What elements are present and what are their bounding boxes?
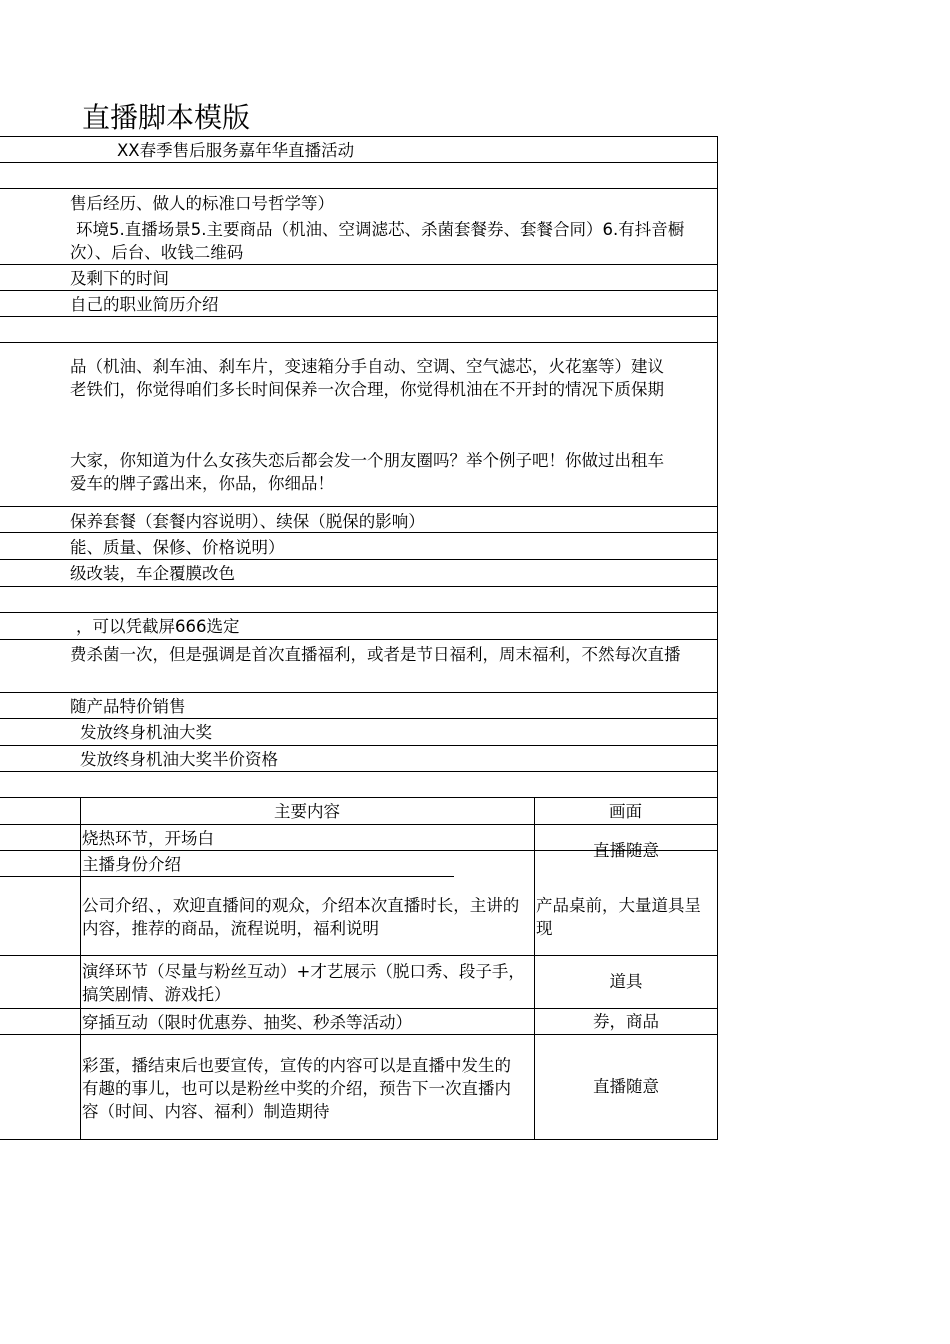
grid-line [0, 506, 718, 507]
schedule-row-content: 公司介绍、，欢迎直播间的观众，介绍本次直播时长，主讲的内容，推荐的商品，流程说明，福利说明 [82, 896, 520, 938]
column-header-screen: 画面 [609, 802, 642, 821]
grid-line [717, 136, 718, 1140]
grid-line [0, 162, 718, 163]
oil-prize-text: 发放终身机油大奖 [80, 723, 212, 742]
grid-line [0, 745, 718, 746]
screenshot-text: ，可以凭截屏666选定 [76, 617, 240, 636]
screen-cell: 直播随意 [593, 1077, 659, 1096]
screen-cell: 券，商品 [593, 1011, 659, 1031]
time-left-text: 及剩下的时间 [70, 269, 169, 288]
schedule-row-content: 主播身份介绍 [82, 855, 181, 874]
schedule-row-content: 演绎环节（尽量与粉丝互动）+才艺展示（脱口秀、段子手，搞笑剧情、游戏托） [82, 962, 525, 1004]
grid-line [0, 586, 718, 587]
special-price-text: 随产品特价销售 [70, 697, 186, 716]
grid-line [0, 559, 718, 560]
schedule-row-content: 彩蛋，播结束后也要宣传，宣传的内容可以是直播中发生的有趣的事儿，也可以是粉丝中奖的介绍，预告下一次直播内容（时间、内容、福利）制造期待 [82, 1056, 511, 1121]
grid-line [0, 876, 454, 877]
grid-line [80, 797, 81, 1140]
grid-line [0, 692, 718, 693]
grid-line [0, 718, 718, 719]
career-intro-text: 自己的职业简历介绍 [70, 295, 219, 314]
grid-line [0, 316, 718, 317]
schedule-row-content: 穿插互动（限时优惠券、抽奖、秒杀等活动） [82, 1013, 412, 1032]
prep-text-line2: 次）、后台、收钱二维码 [70, 243, 244, 262]
column-header-main: 主要内容 [274, 802, 340, 821]
maintenance-text-line1: 品（机油、刹车油、刹车片，变速箱分手自动、空调、空气滤芯，火花塞等）建议 [70, 357, 664, 376]
host-intro-text: 售后经历、做人的标准口号哲学等） [70, 194, 334, 213]
page-title: 直播脚本模版 [82, 101, 251, 134]
story-text-line1: 大家，你知道为什么女孩失恋后都会发一个朋友圈吗？举个例子吧！你做过出租车 [70, 451, 664, 470]
script-sheet [0, 136, 718, 1140]
event-name: XX春季售后服务嘉年华直播活动 [117, 141, 355, 160]
modification-text: 级改装，车企覆膜改色 [70, 564, 235, 583]
grid-line [0, 639, 718, 640]
grid-line [0, 188, 718, 189]
oil-prize-half-text: 发放终身机油大奖半价资格 [80, 750, 278, 769]
grid-line [0, 771, 718, 772]
screen-cell: 产品桌前，大量道具呈现 [536, 896, 701, 938]
screen-cell: 道具 [609, 972, 643, 991]
package-text: 保养套餐（套餐内容说明）、续保（脱保的影响） [70, 512, 425, 531]
schedule-row-content: 烧热环节，开场白 [82, 829, 214, 848]
grid-line [0, 264, 718, 265]
grid-line [0, 136, 718, 137]
prep-text-line1: 环境5.直播场景5.主要商品（机油、空调滤芯、杀菌套餐券、套餐合同）6.有抖音橱 [76, 220, 685, 239]
quality-text: 能、质量、保修、价格说明） [70, 538, 285, 557]
grid-line [0, 342, 718, 343]
maintenance-text-line2: 老铁们，你觉得咱们多长时间保养一次合理，你觉得机油在不开封的情况下质保期 [70, 380, 664, 399]
story-text-line2: 爱车的牌子露出来，你品，你细品！ [70, 474, 334, 493]
grid-line [0, 1139, 718, 1140]
grid-line [0, 612, 718, 613]
sterilize-text: 费杀菌一次，但是强调是首次直播福利，或者是节日福利，周末福利，不然每次直播 [70, 645, 681, 664]
grid-line [0, 290, 718, 291]
screen-cell: 直播随意 [593, 840, 659, 860]
grid-line [0, 797, 718, 798]
